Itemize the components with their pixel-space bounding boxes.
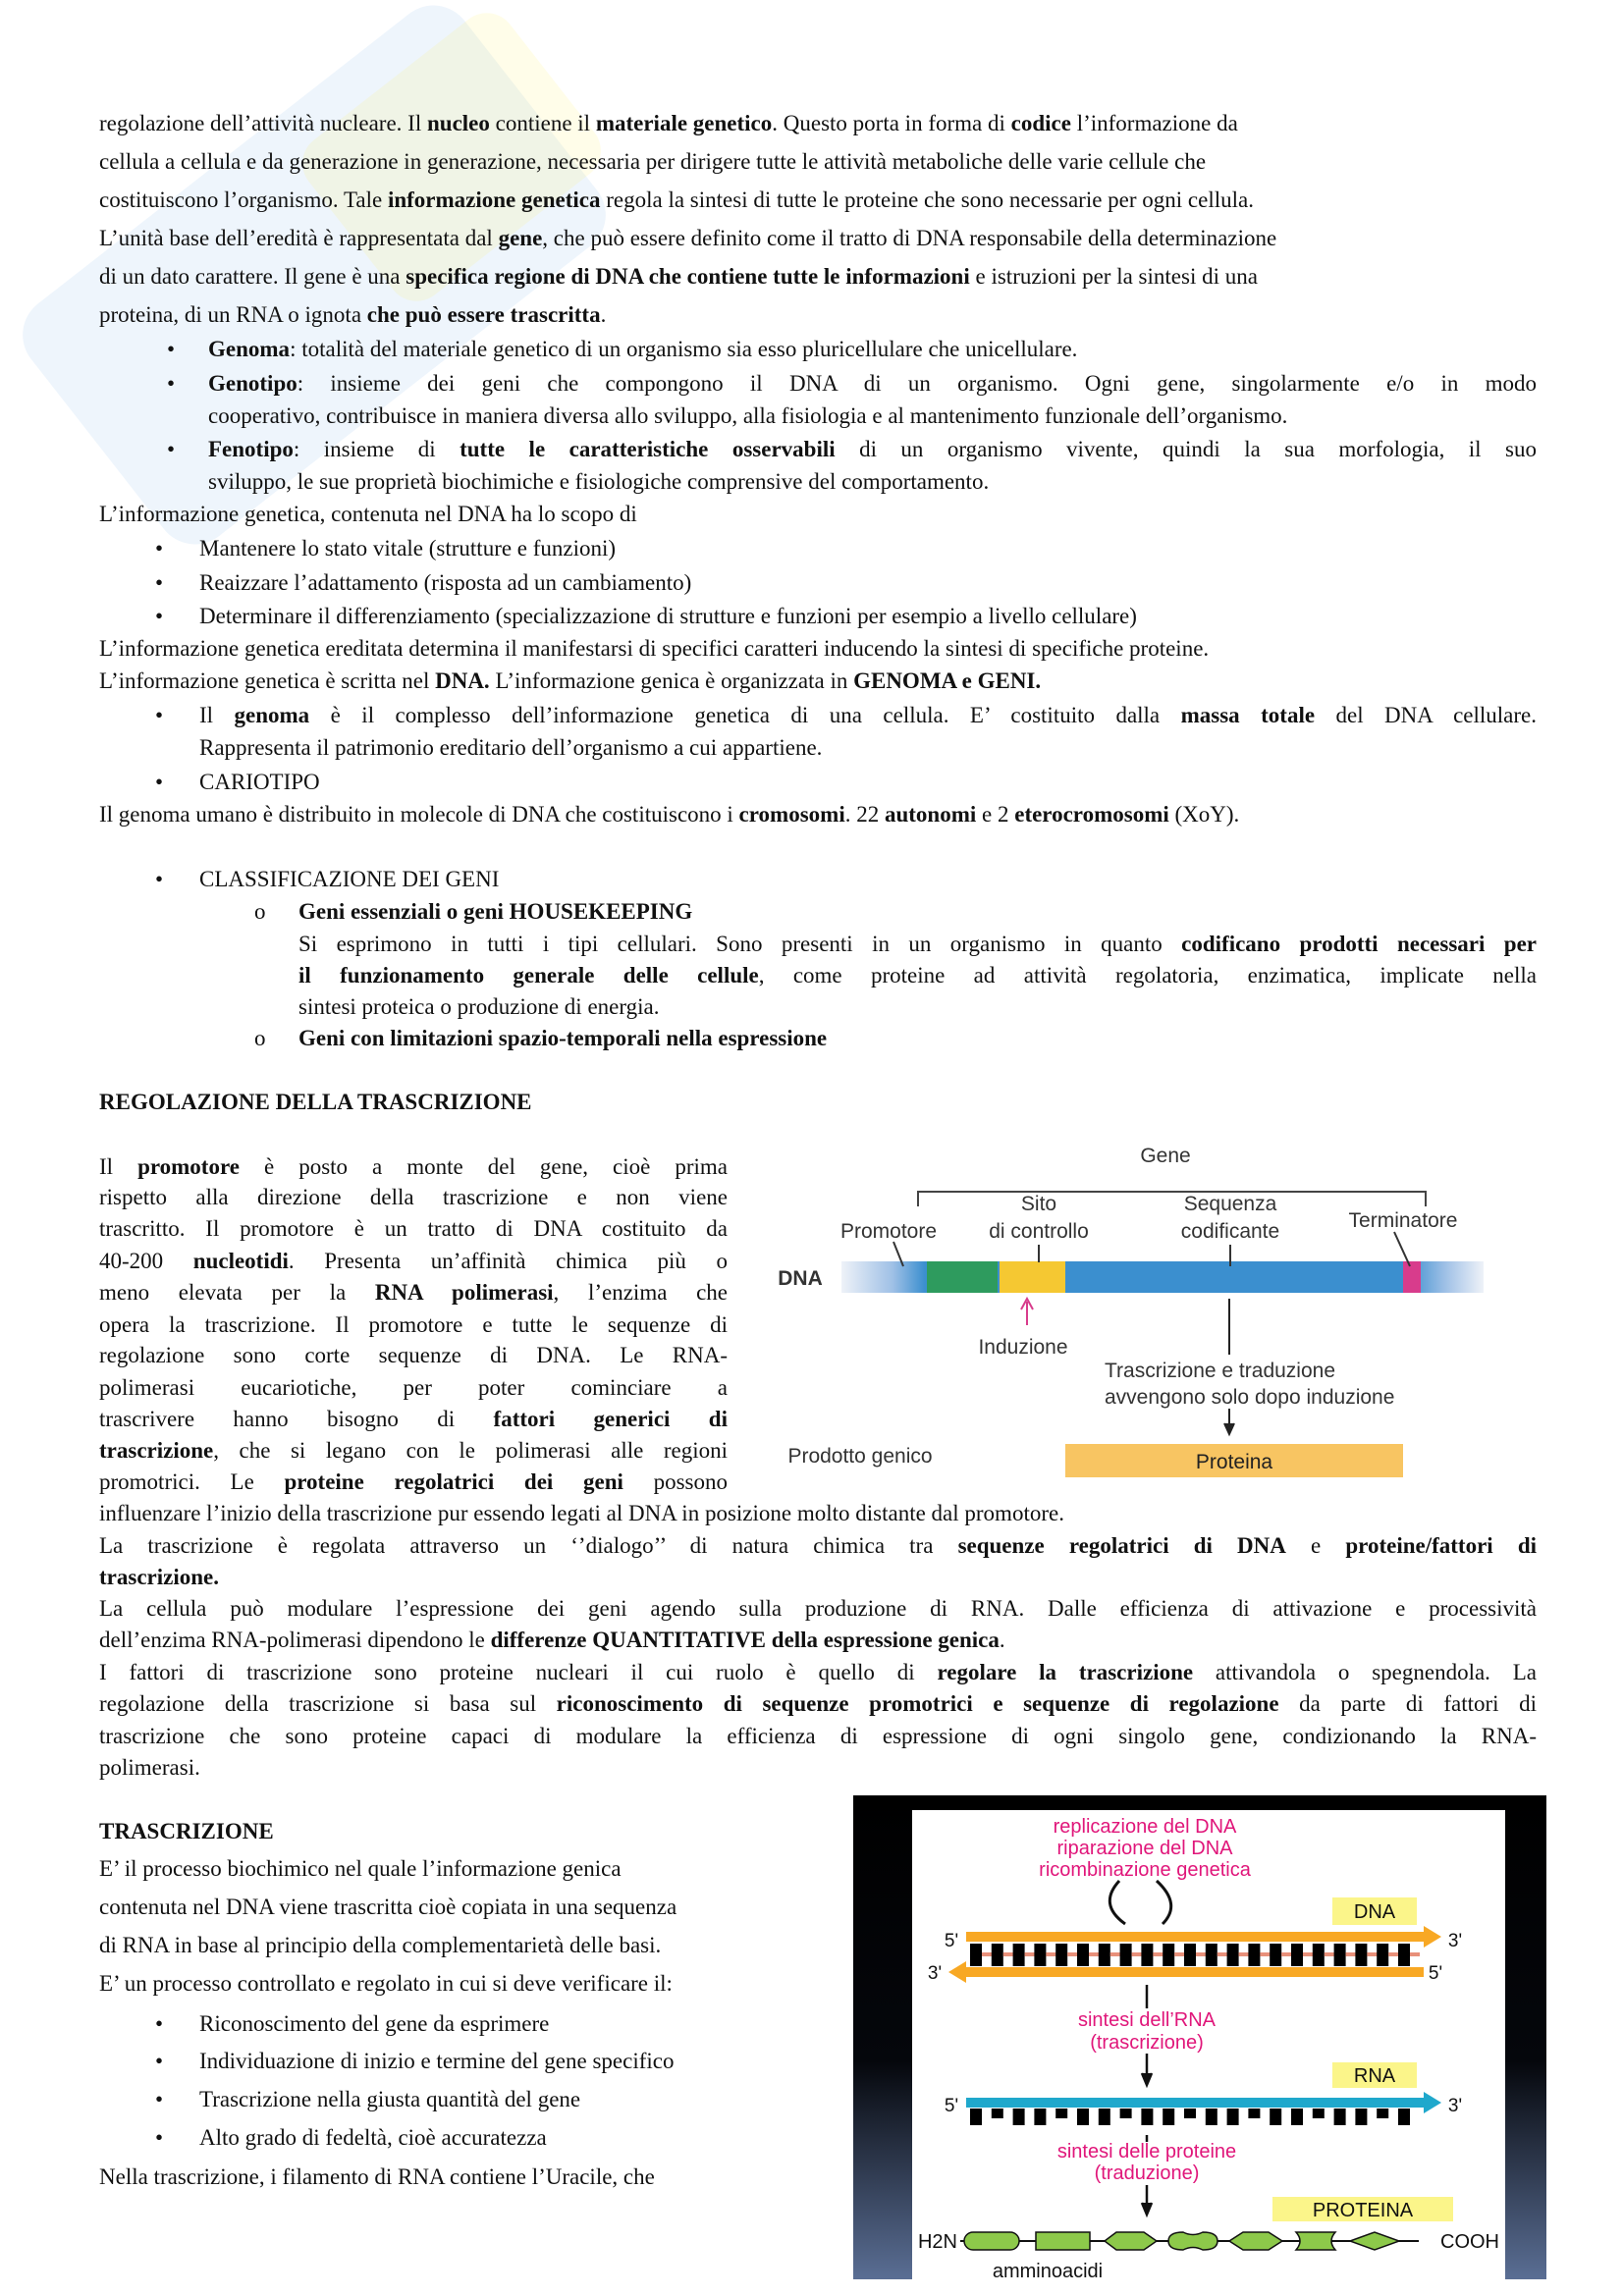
text-span: di un organismo vivente, quindi la sua morfologia, il suo	[835, 437, 1537, 461]
codificante-label: codificante	[1180, 1220, 1280, 1243]
rna-base	[1055, 2109, 1067, 2118]
rna-base	[1184, 2109, 1196, 2118]
text-span: regolazione della trascrizione si basa sul	[99, 1691, 557, 1716]
text-span: : insieme dei geni che compongono il DNA di un organismo. Ogni gene, singolarmente e/o in modo	[297, 371, 1537, 396]
bold-text: fattori generici di	[493, 1407, 728, 1431]
text-span: trascrivere hanno bisogno di	[99, 1407, 494, 1431]
rna-strand	[966, 2098, 1424, 2108]
text-span: : insieme di	[293, 437, 460, 461]
bold-text: materiale genetico	[595, 111, 773, 135]
hydrogen-bond	[1217, 1952, 1227, 1956]
base-pair	[1248, 1944, 1260, 1966]
text-span: dell’enzima RNA-polimerasi dipendono le	[99, 1628, 491, 1652]
rna-base	[1163, 2109, 1174, 2125]
bullet-icon: •	[155, 2011, 164, 2036]
hydrogen-bond	[1325, 1952, 1334, 1956]
base-pair	[1141, 1944, 1153, 1966]
bold-text: sequenze regolatrici di DNA	[957, 1533, 1286, 1558]
bold-text: riconoscimento di sequenze promotrici e sequenze di regolazione	[556, 1691, 1279, 1716]
bold-text: TRASCRIZIONE	[99, 1819, 274, 1843]
cooh-label: COOH	[1440, 2231, 1499, 2253]
text-span: 40-200	[99, 1249, 193, 1273]
control-site-segment	[1000, 1261, 1065, 1293]
text-span: Riconoscimento del gene da esprimere	[199, 2011, 550, 2036]
text-span: , che si legano con le polimerasi alle regioni	[213, 1438, 728, 1463]
text-span: L’informazione genetica è scritta nel	[99, 668, 436, 693]
note-line-2: avvengono solo dopo induzione	[1105, 1386, 1395, 1409]
rna-base	[1227, 2109, 1239, 2125]
text-span: trascrizione che sono proteine capaci di modulare la efficienza di espressione di ogni singolo gene, condizionando la RNA-	[99, 1724, 1537, 1748]
text-span: da parte di fattori di	[1278, 1691, 1537, 1716]
proteina-tag: PROTEINA	[1312, 2200, 1414, 2221]
text-span: contiene il	[489, 111, 596, 135]
base-pair	[1398, 1944, 1410, 1966]
sintesi-proteine-label: sintesi delle proteine	[1056, 2141, 1237, 2163]
hydrogen-bond	[1239, 1952, 1249, 1956]
hydrogen-bond	[1410, 1952, 1420, 1956]
bold-text: REGOLAZIONE DELLA TRASCRIZIONE	[99, 1090, 532, 1114]
bullet-icon: •	[167, 337, 176, 361]
text-span: E’ un processo controllato e regolato in cui si deve verificare il:	[99, 1971, 673, 1996]
dna-strand-bottom	[966, 1967, 1424, 1977]
five-prime-label: 5'	[1428, 1963, 1443, 1984]
replicazione-label: replicazione del DNA	[1053, 1816, 1237, 1838]
text-span: Determinare il differenziamento (specializzazione di strutture e funzioni per esempio a livello cellulare)	[199, 604, 1137, 628]
rna-base	[992, 2109, 1003, 2118]
bold-text: informazione genetica	[387, 187, 601, 212]
text-span: e 2	[976, 802, 1015, 827]
text-span: L’informazione genetica ereditata determina il manifestarsi di specifici caratteri inducendo la sintesi di specifiche proteine.	[99, 636, 1210, 661]
rna-base	[1141, 2109, 1153, 2125]
sequenza-label: Sequenza	[1183, 1193, 1277, 1215]
bullet-icon: •	[155, 867, 164, 891]
text-span: Alto grado di fedeltà, cioè accuratezza	[199, 2125, 547, 2150]
bold-text: differenze QUANTITATIVE della espressione genica	[490, 1628, 1000, 1652]
text-span: cellula a cellula e da generazione in generazione, necessaria per dirigere tutte le attività metaboliche delle varie cellule che	[99, 149, 1207, 174]
base-pair	[1055, 1944, 1067, 1966]
text-span: e istruzioni per la sintesi di una	[969, 264, 1258, 289]
text-span: trascritto. Il promotore è un tratto di DNA costituito da	[99, 1216, 728, 1241]
rna-base	[1099, 2109, 1110, 2125]
riparazione-label: riparazione del DNA	[1056, 1838, 1233, 1859]
promotore-label: Promotore	[839, 1220, 938, 1243]
text-span: promotrici. Le	[99, 1469, 285, 1494]
three-prime-label: 3'	[927, 1963, 943, 1984]
text-span: . Presenta un’affinità chimica più o	[288, 1249, 728, 1273]
hydrogen-bond	[1174, 1952, 1184, 1956]
hydrogen-bond	[1346, 1952, 1356, 1956]
sintesi-rna-label: sintesi dell’RNA	[1077, 2009, 1217, 2031]
bold-text: Geni essenziali o geni HOUSEKEEPING	[298, 899, 693, 924]
text-span: meno elevata per la	[99, 1280, 375, 1305]
base-pair	[1099, 1944, 1110, 1966]
hydrogen-bond	[1067, 1952, 1077, 1956]
gene-label: Gene	[1140, 1145, 1191, 1167]
text-span: Trascrizione nella giusta quantità del gene	[199, 2087, 581, 2111]
bullet-icon: •	[167, 371, 176, 396]
down-arrow-icon	[1224, 1409, 1234, 1434]
bold-text: promotore	[137, 1154, 240, 1179]
bold-text: RNA polimerasi	[374, 1280, 554, 1305]
text-span: . Questo porta in forma di	[772, 111, 1011, 135]
text-span: Il	[99, 1154, 138, 1179]
text-span: CLASSIFICAZIONE DEI GENI	[199, 867, 500, 891]
text-span: , come proteine ad attività regolatoria, enzimatica, implicate nella	[758, 963, 1537, 988]
hydrogen-bond	[1388, 1952, 1398, 1956]
h2n-label: H2N	[917, 2231, 958, 2253]
bold-text: autonomi	[884, 802, 977, 827]
bullet-icon: •	[155, 2087, 164, 2111]
rna-base	[1120, 2109, 1132, 2118]
dna-tag: DNA	[1353, 1901, 1396, 1923]
bullet-icon: •	[155, 604, 164, 628]
text-span: (XoY).	[1168, 802, 1240, 827]
text-span: attivandola o spegnendola. La	[1193, 1660, 1537, 1684]
text-span: , l’enzima che	[553, 1280, 728, 1305]
gene-bracket	[918, 1192, 1426, 1206]
hydrogen-bond	[1196, 1952, 1206, 1956]
dna-label: DNA	[778, 1267, 823, 1290]
hydrogen-bond	[1003, 1952, 1013, 1956]
text-span: Il	[199, 703, 235, 727]
text-span: cooperativo, contribuisce in maniera diversa allo sviluppo, alla fisiologia e al mantenimento funzionale dell’organismo.	[208, 403, 1288, 428]
rna-base	[1270, 2109, 1281, 2125]
text-span: Rappresenta il patrimonio ereditario dell’organismo a cui appartiene.	[199, 735, 823, 760]
hydrogen-bond	[1153, 1952, 1163, 1956]
text-span: regolazione dell’attività nucleare. Il	[99, 111, 427, 135]
bullet-icon: •	[167, 437, 176, 461]
proteina-label: Proteina	[1195, 1451, 1273, 1473]
ricombinazione-label: ricombinazione genetica	[1039, 1859, 1251, 1881]
base-pair	[1313, 1944, 1325, 1966]
promoter-segment	[927, 1261, 998, 1293]
induzione-label: Induzione	[978, 1336, 1068, 1359]
text-span: La cellula può modulare l’espressione dei geni agendo sulla produzione di RNA. Dalle efficienza di attivazione e processività	[99, 1596, 1537, 1621]
bold-text: Genoma	[208, 337, 291, 361]
text-span: influenzare l’inizio della trascrizione pur essendo legati al DNA in posizione molto distante dal promotore.	[99, 1501, 1064, 1525]
text-span: e	[1285, 1533, 1346, 1558]
rna-base	[1355, 2109, 1367, 2125]
text-span: L’unità base dell’eredità è rappresentata dal	[99, 226, 499, 250]
rna-base	[1013, 2109, 1025, 2125]
rna-base	[1334, 2109, 1346, 2125]
base-pair	[1120, 1944, 1132, 1966]
text-span: . 22	[844, 802, 885, 827]
bold-text: nucleo	[426, 111, 490, 135]
bold-text: che può essere trascritta	[366, 302, 601, 327]
bold-text: cromosomi	[738, 802, 845, 827]
hydrogen-bond	[1132, 1952, 1142, 1956]
hydrogen-bond	[1367, 1952, 1377, 1956]
bullet-icon: •	[155, 570, 164, 595]
hydrogen-bond	[1260, 1952, 1270, 1956]
sito-label: Sito	[1020, 1193, 1057, 1215]
base-pair	[1291, 1944, 1303, 1966]
base-pair	[1270, 1944, 1281, 1966]
bullet-icon: •	[155, 2125, 164, 2150]
bold-text: nucleotidi	[192, 1249, 289, 1273]
rna-base	[970, 2109, 982, 2125]
induction-arrow-icon	[1021, 1299, 1033, 1325]
base-pair	[1034, 1944, 1046, 1966]
rna-base	[1398, 2109, 1410, 2125]
bold-text: Fenotipo	[208, 437, 294, 461]
text-span: Si esprimono in tutti i tipi cellulari. Sono presenti in un organismo in quanto	[298, 932, 1182, 956]
text-span: regolazione sono corte sequenze di DNA. Le RNA-	[99, 1343, 728, 1367]
note-line-1: Trascrizione e traduzione	[1105, 1360, 1335, 1382]
base-pair	[1377, 1944, 1388, 1966]
base-pair	[1163, 1944, 1174, 1966]
bold-text: proteine regolatrici dei geni	[284, 1469, 623, 1494]
text-span: sintesi proteica o produzione di energia.	[298, 994, 660, 1019]
bullet-icon: •	[155, 770, 164, 794]
gene-structure-figure	[778, 1145, 1484, 1477]
base-pair	[1227, 1944, 1239, 1966]
di-controllo-label: di controllo	[989, 1220, 1089, 1243]
text-span: regola la sintesi di tutte le proteine che sono necessarie per ogni cellula.	[600, 187, 1254, 212]
five-prime-label: 5'	[944, 2096, 959, 2116]
text-span: è posto a monte del gene, cioè prima	[239, 1154, 728, 1179]
bold-text: codice	[1010, 111, 1071, 135]
bold-text: tutte le caratteristiche osservabili	[460, 437, 836, 461]
bold-text: DNA.	[435, 668, 490, 693]
base-pair	[1334, 1944, 1346, 1966]
base-pair	[1206, 1944, 1217, 1966]
hydrogen-bond	[1089, 1952, 1099, 1956]
bold-text: proteine/fattori di	[1345, 1533, 1537, 1558]
base-pair	[1013, 1944, 1025, 1966]
bold-text: specifica regione di DNA che contiene tutte le informazioni	[406, 264, 970, 289]
three-prime-label: 3'	[1447, 2096, 1463, 2116]
hydrogen-bond	[1110, 1952, 1120, 1956]
bold-text: eterocromosomi	[1014, 802, 1169, 827]
text-span: del DNA cellulare.	[1315, 703, 1537, 727]
text-span: Nella trascrizione, i filamento di RNA contiene l’Uracile, che	[99, 2164, 655, 2189]
base-pair	[970, 1944, 982, 1966]
hydrogen-bond	[1281, 1952, 1291, 1956]
bullet-icon: •	[155, 703, 164, 727]
text-span: polimerasi.	[99, 1755, 200, 1780]
rna-base	[1206, 2109, 1217, 2125]
base-pair	[1077, 1944, 1089, 1966]
bullet-icon: •	[155, 536, 164, 561]
bold-text: gene	[498, 226, 543, 250]
text-span: Reaizzare l’adattamento (risposta ad un cambiamento)	[199, 570, 692, 595]
text-span: è il complesso dell’informazione genetica di una cellula. E’ costituito dalla	[309, 703, 1181, 727]
text-span: E’ il processo biochimico nel quale l’informazione genica	[99, 1856, 622, 1881]
bold-text: GENOMA e GENI.	[853, 668, 1042, 693]
terminator-segment	[1403, 1261, 1421, 1293]
rna-base	[1034, 2109, 1046, 2125]
sub-bullet-icon: o	[254, 899, 266, 924]
hydrogen-bond	[1046, 1952, 1055, 1956]
traduzione-label: (traduzione)	[1094, 2163, 1200, 2184]
rna-tag: RNA	[1353, 2065, 1396, 2087]
bullet-icon: •	[155, 2049, 164, 2073]
text-span: di RNA in base al principio della complementarietà delle basi.	[99, 1933, 662, 1957]
text-span: La trascrizione è regolata attraverso un ‘’dialogo’’ di natura chimica tra	[99, 1533, 958, 1558]
hydrogen-bond	[982, 1952, 992, 1956]
rna-base	[1248, 2109, 1260, 2118]
text-span: costituiscono l’organismo. Tale	[99, 187, 388, 212]
terminatore-label: Terminatore	[1348, 1209, 1458, 1232]
text-span: Il genoma umano è distribuito in molecole di DNA che costituiscono i	[99, 802, 739, 827]
text-span: L’informazione genetica, contenuta nel DNA ha lo scopo di	[99, 502, 637, 526]
bold-text: trascrizione.	[99, 1565, 219, 1589]
text-span: opera la trascrizione. Il promotore e tutte le sequenze di	[99, 1312, 728, 1337]
prodotto-genico-label: Prodotto genico	[787, 1445, 933, 1468]
three-prime-label: 3'	[1447, 1931, 1463, 1951]
five-prime-label: 5'	[944, 1931, 959, 1951]
bold-text: il funzionamento generale delle cellule	[298, 963, 759, 988]
text-span: Individuazione di inizio e termine del gene specifico	[199, 2049, 675, 2073]
text-span: Mantenere lo stato vitale (strutture e funzioni)	[199, 536, 617, 561]
hydrogen-bond	[1025, 1952, 1035, 1956]
trascrizione-label: (trascrizione)	[1090, 2032, 1204, 2054]
text-span: contenuta nel DNA viene trascritta cioè copiata in una sequenza	[99, 1895, 677, 1919]
rna-base	[1313, 2109, 1325, 2118]
amminoacidi-label: amminoacidi	[992, 2261, 1104, 2282]
text-span: polimerasi eucariotiche, per poter cominciare a	[99, 1375, 728, 1400]
central-dogma-figure	[853, 1795, 1546, 2282]
text-span: .	[999, 1628, 1005, 1652]
base-pair	[1184, 1944, 1196, 1966]
text-span: rispetto alla direzione della trascrizione e non viene	[99, 1185, 728, 1209]
text-span: possono	[622, 1469, 728, 1494]
dna-strand-top	[966, 1932, 1424, 1942]
bold-text: massa totale	[1180, 703, 1316, 727]
text-span: : totalità del materiale genetico di un organismo sia esso pluricellulare che unicellulare.	[290, 337, 1078, 361]
text-span: di un dato carattere. Il gene è una	[99, 264, 406, 289]
text-span: I fattori di trascrizione sono proteine nucleari il cui ruolo è quello di	[99, 1660, 938, 1684]
bold-text: genoma	[234, 703, 310, 727]
rna-base	[1077, 2109, 1089, 2125]
text-span: .	[600, 302, 607, 327]
text-span: l’informazione da	[1070, 111, 1238, 135]
bold-text: Genotipo	[208, 371, 298, 396]
sub-bullet-icon: o	[254, 1026, 266, 1050]
text-span: CARIOTIPO	[199, 770, 320, 794]
rna-base	[1377, 2109, 1388, 2118]
bold-text: Geni con limitazioni spazio-temporali nella espressione	[298, 1026, 828, 1050]
text-span: L’informazione genica è organizzata in	[489, 668, 854, 693]
text-span: sviluppo, le sue proprietà biochimiche e fisiologiche comprensive del comportamento.	[208, 469, 990, 494]
hydrogen-bond	[1303, 1952, 1313, 1956]
rna-base	[1291, 2109, 1303, 2125]
bold-text: trascrizione	[99, 1438, 214, 1463]
text-span: proteina, di un RNA o ignota	[99, 302, 367, 327]
base-pair	[1355, 1944, 1367, 1966]
base-pair	[992, 1944, 1003, 1966]
bold-text: codificano prodotti necessari per	[1181, 932, 1537, 956]
text-span: , che può essere definito come il tratto di DNA responsabile della determinazione	[542, 226, 1277, 250]
bold-text: regolare la trascrizione	[937, 1660, 1194, 1684]
